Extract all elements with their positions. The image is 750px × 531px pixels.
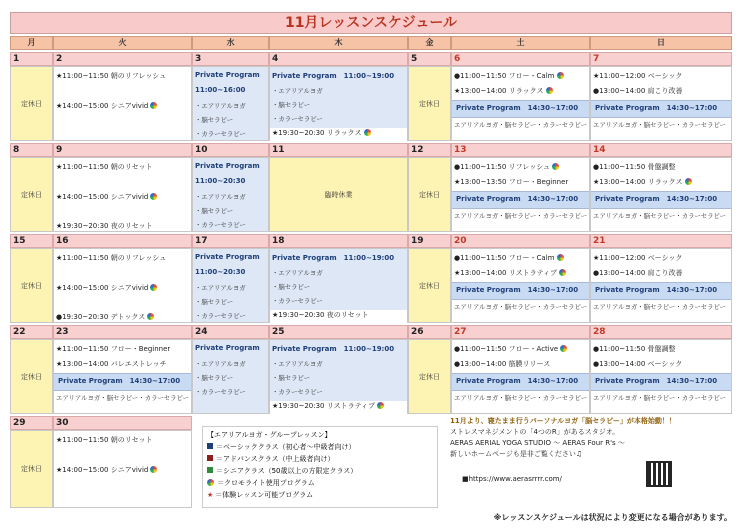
lesson: ★14:00~15:00 シニアvivid — [56, 465, 157, 475]
day-number: 13 — [451, 143, 590, 157]
star-icon: ★ — [207, 491, 214, 499]
day-number: 8 — [10, 143, 53, 157]
private-program-label: Private Program 11:00~19:00 — [272, 254, 395, 262]
day-number: 26 — [408, 325, 451, 339]
lesson: ●13:00~14:00 肩こり改善 — [593, 87, 683, 95]
day-cell-3 — [192, 66, 269, 141]
day-number: 30 — [53, 416, 192, 430]
day-cell-7 — [590, 66, 732, 141]
legend-item: ＝ベーシッククラス（初心者～中級者向け） — [207, 441, 433, 453]
lesson: ●11:00~11:50 骨盤調整 — [593, 163, 676, 171]
day-number: 18 — [269, 234, 408, 248]
chromolight-icon — [150, 284, 157, 291]
program-list: エアリアルヨガ・脳セラピー・カラーセラピー — [593, 303, 727, 311]
program-list: エアリアルヨガ・脳セラピー・カラーセラピー — [454, 394, 588, 402]
day-number: 27 — [451, 325, 590, 339]
page-title: 11月レッスンスケジュール — [10, 12, 732, 34]
legend-title: 【エアリアルヨガ・グループレッスン】 — [207, 431, 332, 439]
day-cell-24 — [192, 339, 269, 414]
header-sun: 日 — [590, 36, 732, 50]
chromolight-icon — [147, 313, 154, 320]
lesson: ★19:30~20:30 夜のリセット — [270, 310, 407, 323]
program-item: ・カラーセラピー — [272, 388, 323, 396]
basic-class-marker — [207, 443, 213, 449]
lesson: ★14:00~15:00 シニアvivid — [56, 192, 157, 202]
private-program-time: 11:00~20:30 — [195, 177, 246, 185]
program-list: エアリアルヨガ・脳セラピー・カラーセラピー — [56, 394, 190, 402]
private-program-label: Private Program — [195, 162, 260, 170]
program-item: ・エアリアルヨガ — [195, 284, 246, 292]
lesson: ★11:00~11:50 朝のリフレッシュ — [56, 254, 167, 262]
day-number: 16 — [53, 234, 192, 248]
day-number: 24 — [192, 325, 269, 339]
private-program-label: Private Program — [195, 344, 260, 352]
program-item: ・エアリアルヨガ — [195, 360, 246, 368]
day-number: 1 — [10, 52, 53, 66]
day-number: 4 — [269, 52, 408, 66]
day-cell-27 — [451, 339, 590, 414]
day-number: 20 — [451, 234, 590, 248]
private-program-bar: Private Program 14:30~17:00 — [591, 373, 731, 391]
lesson: ★13:00~13:50 フロー・Beginner — [454, 178, 569, 186]
closed-cell: 定休日 — [10, 430, 53, 508]
closed-cell: 定休日 — [408, 339, 451, 414]
closed-cell: 定休日 — [408, 66, 451, 141]
footnote: ※レッスンスケジュールは状況により変更になる場合があります。 — [493, 513, 732, 522]
info-line: ストレスマネジメントの「4つのR」があるスタジオ。 — [450, 428, 620, 436]
day-number: 7 — [590, 52, 732, 66]
legend-box — [202, 426, 438, 508]
lesson: ★13:00~14:00 リストラティブ — [454, 268, 566, 278]
lesson: ●11:00~11:50 リフレッシュ — [454, 162, 559, 172]
header-wed: 水 — [192, 36, 269, 50]
private-program-bar: Private Program 14:30~17:00 — [452, 100, 589, 118]
chromolight-icon — [559, 269, 566, 276]
chromolight-icon — [557, 72, 564, 79]
day-number: 14 — [590, 143, 732, 157]
info-block — [450, 416, 732, 485]
program-item: ・カラーセラピー — [195, 130, 246, 138]
closed-cell: 定休日 — [408, 157, 451, 232]
day-cell-13 — [451, 157, 590, 232]
chromolight-icon — [364, 129, 371, 136]
header-mon: 月 — [10, 36, 53, 50]
day-cell-10 — [192, 157, 269, 232]
header-thu: 木 — [269, 36, 408, 50]
day-cell-6 — [451, 66, 590, 141]
lesson: ●11:00~11:50 骨盤調整 — [593, 345, 676, 353]
private-program-time: 11:00~16:00 — [195, 86, 246, 94]
chromolight-icon — [377, 402, 384, 409]
chromolight-icon — [685, 178, 692, 185]
program-item: ・エアリアルヨガ — [195, 193, 246, 201]
day-number: 22 — [10, 325, 53, 339]
program-list: エアリアルヨガ・脳セラピー・カラーセラピー — [593, 212, 727, 220]
program-item: ・脳セラピー — [195, 207, 234, 215]
day-cell-25 — [269, 339, 408, 414]
day-number: 25 — [269, 325, 408, 339]
lesson: ★11:00~11:50 朝のリフレッシュ — [56, 72, 167, 80]
program-item: ・カラーセラピー — [195, 312, 246, 320]
legend-item: ＝シニアクラス（50歳以上の方限定クラス） — [207, 465, 433, 477]
private-program-label: Private Program — [195, 253, 260, 261]
lesson: ★13:00~14:00 リラックス — [593, 177, 692, 187]
lesson: ★11:00~12:00 ベーシック — [593, 254, 683, 262]
program-item: ・カラーセラピー — [195, 221, 246, 229]
day-cell-2 — [53, 66, 192, 141]
info-line: 新しいホームページも是非ご覧ください♫ — [450, 450, 583, 458]
private-program-label: Private Program 11:00~19:00 — [272, 345, 395, 353]
private-program-bar: Private Program 14:30~17:00 — [452, 282, 589, 300]
chromolight-icon — [150, 466, 157, 473]
program-item: ・脳セラピー — [272, 283, 311, 291]
day-number: 3 — [192, 52, 269, 66]
chromolight-icon — [150, 193, 157, 200]
lesson: ★19:30~20:30 夜のリセット — [56, 222, 153, 230]
day-number: 9 — [53, 143, 192, 157]
program-item: ・エアリアルヨガ — [272, 269, 323, 277]
private-program-bar: Private Program 14:30~17:00 — [591, 282, 731, 300]
day-number: 15 — [10, 234, 53, 248]
day-number: 28 — [590, 325, 732, 339]
day-cell-4 — [269, 66, 408, 141]
lesson: ●11:00~11:50 フロー・Active — [454, 344, 567, 354]
day-cell-9 — [53, 157, 192, 232]
program-item: ・カラーセラピー — [272, 297, 323, 305]
closed-cell: 定休日 — [10, 157, 53, 232]
program-item: ・カラーセラピー — [195, 388, 246, 396]
chromolight-icon — [150, 102, 157, 109]
day-cell-14 — [590, 157, 732, 232]
closed-cell: 定休日 — [10, 339, 53, 414]
chromolight-icon — [546, 87, 553, 94]
program-item: ・エアリアルヨガ — [195, 102, 246, 110]
private-program-label: Private Program 11:00~19:00 — [272, 72, 395, 80]
day-number: 19 — [408, 234, 451, 248]
day-cell-18 — [269, 248, 408, 323]
private-program-bar: Private Program 14:30~17:00 — [452, 373, 589, 391]
chromolight-icon — [557, 254, 564, 261]
lesson: ●13:00~14:00 肩こり改善 — [593, 269, 683, 277]
private-program-label: Private Program — [195, 71, 260, 79]
lesson: ★13:00~14:00 リラックス — [454, 86, 553, 96]
program-item: ・脳セラピー — [195, 298, 234, 306]
qr-code-icon — [646, 461, 672, 487]
chromolight-icon — [560, 345, 567, 352]
private-program-bar: Private Program 14:30~17:00 — [54, 373, 191, 391]
day-number: 5 — [408, 52, 451, 66]
lesson: ●11:00~11:50 フロー・Calm — [454, 253, 564, 263]
header-sat: 土 — [451, 36, 590, 50]
lesson: ●13:00~14:00 ベーシック — [593, 360, 683, 368]
day-cell-28 — [590, 339, 732, 414]
program-item: ・脳セラピー — [272, 101, 311, 109]
day-cell-21 — [590, 248, 732, 323]
website-link[interactable]: ■https://www.aerasrrrr.com/ — [462, 475, 562, 483]
program-list: エアリアルヨガ・脳セラピー・カラーセラピー — [454, 212, 588, 220]
day-cell-30 — [53, 430, 192, 508]
program-item: ・脳セラピー — [195, 116, 234, 124]
header-fri: 金 — [408, 36, 451, 50]
private-program-time: 11:00~20:30 — [195, 268, 246, 276]
day-number: 12 — [408, 143, 451, 157]
senior-class-marker — [207, 467, 213, 473]
lesson: ●11:00~11:50 フロー・Calm — [454, 71, 564, 81]
lesson: ★11:00~12:00 ベーシック — [593, 72, 683, 80]
day-number: 10 — [192, 143, 269, 157]
lesson: ★13:00~14:00 バレエストレッチ — [56, 360, 167, 368]
info-line: AERAS AERIAL YOGA STUDIO ～ AERAS Four R's ～ — [450, 439, 625, 447]
day-number: 2 — [53, 52, 192, 66]
temporary-closure-cell: 臨時休業 — [269, 157, 408, 232]
program-item: ・カラーセラピー — [272, 115, 323, 123]
lesson: ★14:00~15:00 シニアvivid — [56, 101, 157, 111]
program-list: エアリアルヨガ・脳セラピー・カラーセラピー — [593, 121, 727, 129]
day-number: 6 — [451, 52, 590, 66]
day-cell-16 — [53, 248, 192, 323]
chromolight-icon — [552, 163, 559, 170]
program-item: ・エアリアルヨガ — [272, 87, 323, 95]
lesson: ★11:00~11:50 朝のリセット — [56, 163, 153, 171]
program-list: エアリアルヨガ・脳セラピー・カラーセラピー — [593, 394, 727, 402]
legend-item: ＝クロモライト使用プログラム — [207, 477, 433, 489]
lesson: ★14:00~15:00 シニアvivid — [56, 283, 157, 293]
private-program-bar: Private Program 14:30~17:00 — [452, 191, 589, 209]
chromolight-icon — [207, 479, 214, 486]
day-number: 21 — [590, 234, 732, 248]
program-item: ・脳セラピー — [195, 374, 234, 382]
closed-cell: 定休日 — [408, 248, 451, 323]
day-number: 17 — [192, 234, 269, 248]
lesson: ●19:30~20:30 デトックス — [56, 312, 154, 322]
info-line: 11月より、寝たまま行うパーソナルヨガ「脳セラピー」が本格始動！！ — [450, 417, 676, 425]
day-number: 29 — [10, 416, 53, 430]
program-list: エアリアルヨガ・脳セラピー・カラーセラピー — [454, 303, 588, 311]
day-number: 23 — [53, 325, 192, 339]
advance-class-marker — [207, 455, 213, 461]
program-item: ・脳セラピー — [272, 374, 311, 382]
day-cell-20 — [451, 248, 590, 323]
day-cell-17 — [192, 248, 269, 323]
program-list: エアリアルヨガ・脳セラピー・カラーセラピー — [454, 121, 588, 129]
private-program-bar: Private Program 14:30~17:00 — [591, 100, 731, 118]
day-cell-23 — [53, 339, 192, 414]
lesson: ★19:30~20:30 リストラティブ — [270, 401, 407, 414]
lesson: ★11:00~11:50 朝のリセット — [56, 436, 153, 444]
lesson: ●13:00~14:00 筋膜リリース — [454, 360, 551, 368]
schedule-sheet — [10, 12, 732, 522]
legend-item: ★ ＝体験レッスン可能プログラム — [207, 491, 314, 499]
header-tue: 火 — [53, 36, 192, 50]
program-item: ・エアリアルヨガ — [272, 360, 323, 368]
lesson: ★11:00~11:50 フロー・Beginner — [56, 345, 171, 353]
closed-cell: 定休日 — [10, 66, 53, 141]
legend-item: ＝アドバンスクラス（中上級者向け） — [207, 453, 433, 465]
closed-cell: 定休日 — [10, 248, 53, 323]
lesson: ★19:30~20:30 リラックス — [270, 128, 407, 141]
day-number: 11 — [269, 143, 408, 157]
private-program-bar: Private Program 14:30~17:00 — [591, 191, 731, 209]
